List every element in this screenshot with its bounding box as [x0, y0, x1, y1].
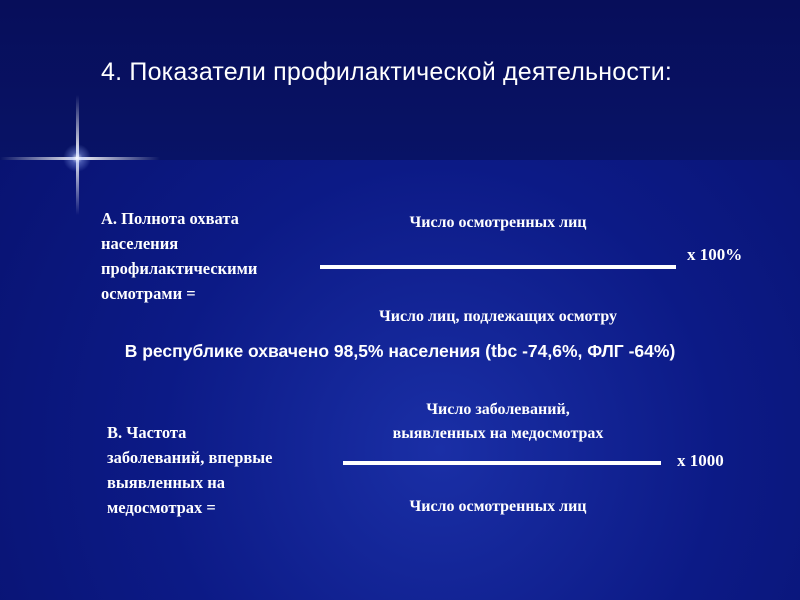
block-a-denominator: Число лиц, подлежащих осмотру	[378, 308, 618, 325]
block-a-fraction-line	[320, 265, 676, 269]
block-b-label	[107, 420, 273, 520]
block-b-label-line: медосмотрах =	[107, 498, 216, 517]
block-b-numerator-line: Число заболеваний,	[426, 401, 570, 418]
block-a-label-line: профилактическими	[101, 259, 258, 278]
block-a-label	[101, 206, 257, 306]
block-b-numerator-line: выявленных на медосмотрах	[392, 425, 604, 442]
block-a-multiplier: х 100%	[687, 245, 743, 264]
coverage-summary: В республике охвачено 98,5% населения (tbc -74,6%, ФЛГ -64%)	[124, 341, 676, 361]
block-b-label-line: заболеваний, впервые	[107, 448, 273, 467]
block-a-numerator: Число осмотренных лиц	[409, 214, 587, 231]
slide-title: 4. Показатели профилактической деятельности:	[101, 58, 673, 86]
block-b-multiplier: х 1000	[677, 451, 724, 470]
block-b-denominator: Число осмотренных лиц	[409, 498, 587, 515]
block-b-fraction-line	[343, 461, 661, 465]
block-a-label-line: А. Полнота охвата	[101, 209, 239, 228]
block-b-label-line: выявленных на	[107, 473, 226, 492]
block-b-label-line: В. Частота	[107, 423, 187, 442]
block-a-label-line: осмотрами =	[101, 284, 196, 303]
block-b-numerator	[340, 398, 656, 446]
block-a-label-line: населения	[101, 234, 179, 253]
